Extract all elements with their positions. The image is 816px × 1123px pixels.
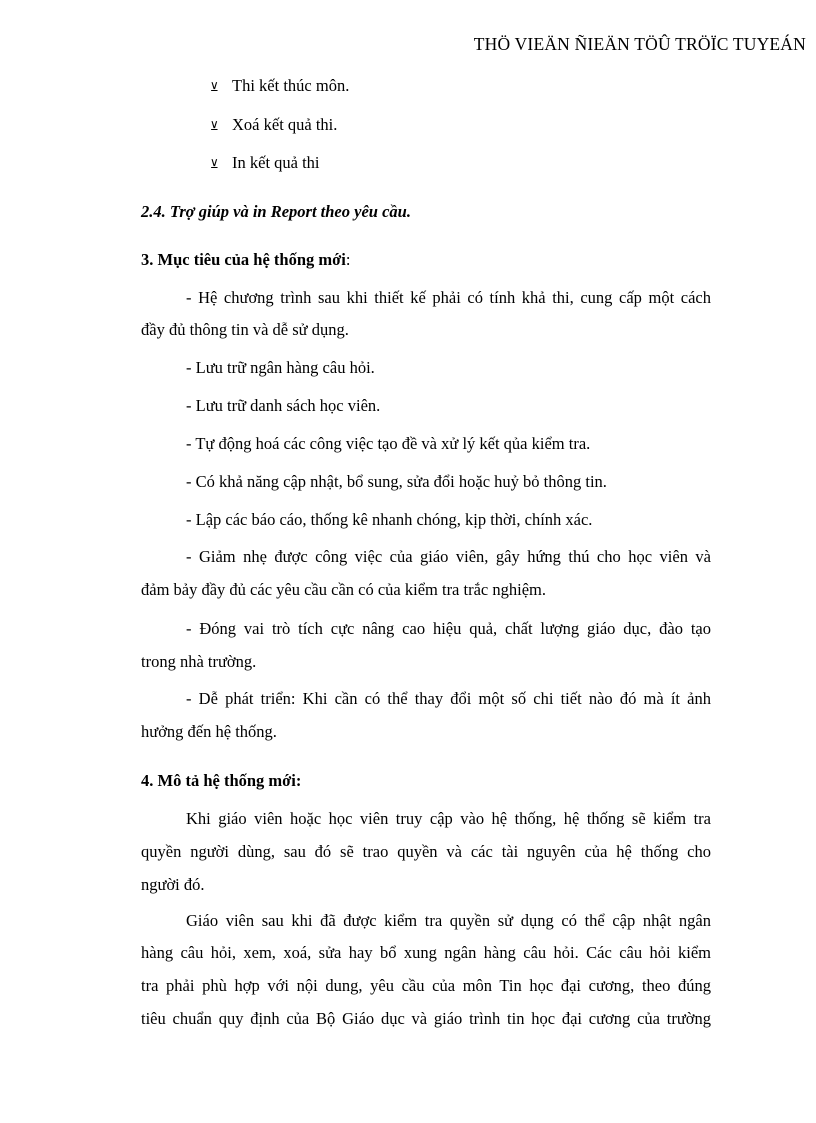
list-item <box>210 153 320 173</box>
list-item <box>210 115 337 135</box>
section-heading-2-4: 2.4. Trợ giúp và in Report theo yêu cầu. <box>141 202 411 221</box>
paragraph-line: hàng câu hỏi, xem, xoá, sửa hay bổ xung ngân hàng câu hỏi. Các câu hỏi kiểm <box>141 943 711 962</box>
check-bullet-icon: ⊻ <box>210 119 219 133</box>
objective-line: - Lưu trữ danh sách học viên. <box>186 396 381 415</box>
objective-line: - Dễ phát triển: Khi cần có thể thay đổi một số chi tiết nào đó mà ít ảnh <box>186 689 711 708</box>
section-heading-3 <box>141 250 350 270</box>
objective-line: - Tự động hoá các công việc tạo đề và xử lý kết qủa kiểm tra. <box>186 434 591 453</box>
list-item-text: Thi kết thúc môn. <box>232 76 350 95</box>
paragraph-line: người đó. <box>141 875 205 894</box>
paragraph-line: quyền người dùng, sau đó sẽ trao quyền và các tài nguyên của hệ thống cho <box>141 842 711 861</box>
section-heading-4: 4. Mô tả hệ thống mới: <box>141 771 302 790</box>
objective-line-cont: trong nhà trường. <box>141 652 257 671</box>
section-heading-3-text: 3. Mục tiêu của hệ thống mới <box>141 250 346 269</box>
page-header-title: THÖ VIEÄN ÑIEÄN TÖÛ TRÖÏC TUYEÁN <box>473 34 806 54</box>
paragraph-line: tiêu chuẩn quy định của Bộ Giáo dục và giáo trình tin học đại cương của trường <box>141 1009 711 1028</box>
paragraph-line: Giáo viên sau khi đã được kiểm tra quyền sử dụng có thể cập nhật ngân <box>186 911 711 930</box>
list-item <box>210 76 349 96</box>
objective-line-cont: đầy đủ thông tin và dễ sử dụng. <box>141 320 349 339</box>
check-bullet-icon: ⊻ <box>210 157 219 171</box>
objective-line: - Đóng vai trò tích cực nâng cao hiệu quả, chất lượng giáo dục, đào tạo <box>186 619 711 638</box>
paragraph-line: tra phải phù hợp với nội dung, yêu cầu của môn Tin học đại cương, theo đúng <box>141 976 711 995</box>
objective-line-cont: hưởng đến hệ thống. <box>141 722 277 741</box>
objective-line: - Giảm nhẹ được công việc của giáo viên, gây hứng thú cho học viên và <box>186 547 711 566</box>
section-heading-3-colon: : <box>345 250 351 269</box>
check-bullet-icon: ⊻ <box>210 80 219 94</box>
paragraph-line: Khi giáo viên hoặc học viên truy cập vào hệ thống, hệ thống sẽ kiểm tra <box>186 809 711 828</box>
objective-line: - Lập các báo cáo, thống kê nhanh chóng, kịp thời, chính xác. <box>186 510 593 529</box>
objective-line: - Có khả năng cập nhật, bổ sung, sửa đổi hoặc huỷ bỏ thông tin. <box>186 472 607 491</box>
list-item-text: In kết quả thi <box>232 153 320 172</box>
objective-line: - Lưu trữ ngân hàng câu hỏi. <box>186 358 375 377</box>
objective-line: - Hệ chương trình sau khi thiết kế phải có tính khả thi, cung cấp một cách <box>186 288 711 307</box>
objective-line-cont: đảm bảy đầy đủ các yêu cầu cần có của kiểm tra trắc nghiệm. <box>141 580 546 599</box>
list-item-text: Xoá kết quả thi. <box>232 115 338 134</box>
